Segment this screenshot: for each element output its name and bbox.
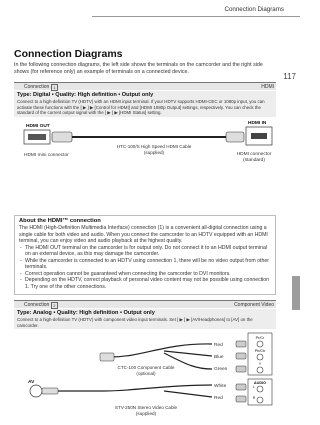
page-number: 117 bbox=[283, 72, 296, 81]
av-port bbox=[30, 385, 42, 397]
tv-audio-r-jack bbox=[257, 397, 263, 403]
hdmi-out-label: HDMI OUT bbox=[26, 124, 50, 129]
hdmi-cable-sub: (supplied) bbox=[143, 150, 165, 155]
page-title: Connection Diagrams bbox=[14, 48, 123, 60]
about-bullet: - Correct operation cannot be guaranteed when connecting the camcorder to DVI monitors. bbox=[19, 271, 271, 278]
plug-label-white: White bbox=[214, 384, 227, 389]
av-cable-sub: (supplied) bbox=[135, 411, 157, 416]
connection-number-badge: 2 bbox=[53, 303, 56, 308]
type-title: Type: Digital • Quality: High definition • Output only bbox=[17, 92, 154, 98]
tv-y-jack bbox=[257, 367, 263, 373]
about-bullet: - The HDMI OUT terminal on the camcorder is for output only. Do not connect it to an HDMI output terminal on an external device, as this may damage the camcorder. bbox=[19, 245, 271, 258]
plug-green bbox=[236, 366, 246, 372]
plug-label-red-audio: Red bbox=[214, 396, 223, 401]
component-connection-diagram bbox=[14, 331, 276, 421]
component-plug-camera bbox=[100, 353, 114, 361]
hdmi-standard-caption-1: HDMI connector bbox=[236, 152, 272, 157]
plug-white bbox=[236, 384, 246, 390]
connection-number-badge: 1 bbox=[53, 85, 56, 90]
hdmi-mini-plug bbox=[52, 132, 72, 142]
hdmi-mini-caption: HDMI mini connector bbox=[24, 153, 69, 158]
plug-red bbox=[236, 341, 246, 347]
running-head: Connection Diagrams bbox=[224, 6, 284, 13]
tv-audio-label: AUDIO bbox=[253, 381, 267, 385]
av-cable bbox=[58, 385, 212, 397]
tv-pb-label: Pb/Cb bbox=[254, 349, 266, 353]
connection-1-type-box bbox=[14, 91, 276, 117]
plug-label-red: Red bbox=[214, 343, 223, 348]
hdmi-standard-plug bbox=[226, 132, 244, 142]
tv-pb-jack bbox=[257, 354, 263, 360]
tv-audio-l: L bbox=[253, 385, 255, 389]
component-cable-sub: (optional) bbox=[136, 371, 156, 376]
section-thumb-tab bbox=[292, 276, 300, 310]
hdmi-in-label: HDMI IN bbox=[248, 121, 267, 126]
about-bullet: - Depending on the HDTV, correct playback of personal video content may not be possible using connection 1. Try one of the other connections. bbox=[19, 277, 271, 290]
connection-1-header bbox=[14, 82, 276, 90]
connection-label: Connection 1 bbox=[24, 84, 56, 90]
about-hdmi-note bbox=[14, 215, 276, 295]
av-port-label: AV bbox=[28, 380, 35, 385]
plug-red-audio bbox=[236, 396, 246, 402]
plug-label-green: Green bbox=[214, 367, 228, 372]
connection-label: Connection 2 bbox=[24, 302, 56, 308]
tv-pr-jack bbox=[257, 341, 263, 347]
type-title: Type: Analog • Quality: High definition • Output only bbox=[17, 310, 155, 316]
intro-paragraph: In the following connection diagrams, the left side shows the terminals on the camcorder and the right side shows (for reference only) an example of terminals on a connected device. bbox=[14, 62, 263, 75]
plug-blue bbox=[236, 353, 246, 359]
connection-type-label: Component Video bbox=[234, 302, 274, 308]
av-plug bbox=[42, 388, 58, 394]
connection-2-type-box bbox=[14, 309, 276, 329]
hdmi-standard-caption-2: (standard) bbox=[243, 158, 265, 163]
type-body: Connect to a high-definition TV (HDTV) with an HDMI input terminal. If your HDTV supports HDMI-CEC or 1080p input, you can activate these functions with the [ ▶ ] ▶ [Control for HDMI] and [HDMI 1080p Output] settings, respectively. You can check the standard of the current output signal with the [ ▶ ] ▶ [HDMI Status] setting. bbox=[17, 99, 265, 116]
about-bullet: - While the camcorder is connected to an HDTV using connection 1, there will be no video output from other terminals. bbox=[19, 258, 271, 271]
tv-pr-label: Pr/Cr bbox=[255, 336, 265, 340]
tv-audio-r: R bbox=[252, 396, 256, 400]
plug-label-blue: Blue bbox=[214, 355, 224, 360]
about-body: The HDMI (High-Definition Multimedia Interface) connection (1) is a convenient all-digital connection using a single cable for both video and audio. When you connect the camcorder to an HDTV equipped with an HDMI terminal, you can enjoy video and audio playback at the highest quality. bbox=[19, 225, 268, 244]
hdmi-mini-plug-slot bbox=[28, 134, 46, 140]
about-title: About the HDMI™ connection bbox=[19, 218, 101, 224]
header-rule bbox=[92, 16, 300, 17]
hdmi-cable-label: HTC-100/S High Speed HDMI Cable bbox=[116, 144, 192, 149]
about-bullet-list bbox=[19, 245, 271, 291]
type-body: Connect to a high-definition TV (HDTV) with component video input terminals. Set [ ▶ ] ▶ [AV/Headphones] to [AV] on the camcorder. bbox=[17, 317, 253, 328]
hdmi-connection-diagram bbox=[14, 119, 276, 169]
tv-audio-l-jack bbox=[257, 386, 263, 392]
tv-hdmi-port-slot bbox=[251, 133, 267, 139]
tv-y-label: Y bbox=[258, 362, 262, 366]
connection-2-header bbox=[14, 300, 276, 308]
av-cable-label: STV-250N Stereo Video Cable bbox=[114, 405, 178, 410]
component-cable-label: CTC-100 Component Cable bbox=[117, 365, 175, 370]
connection-type-label: HDMI bbox=[261, 84, 274, 90]
